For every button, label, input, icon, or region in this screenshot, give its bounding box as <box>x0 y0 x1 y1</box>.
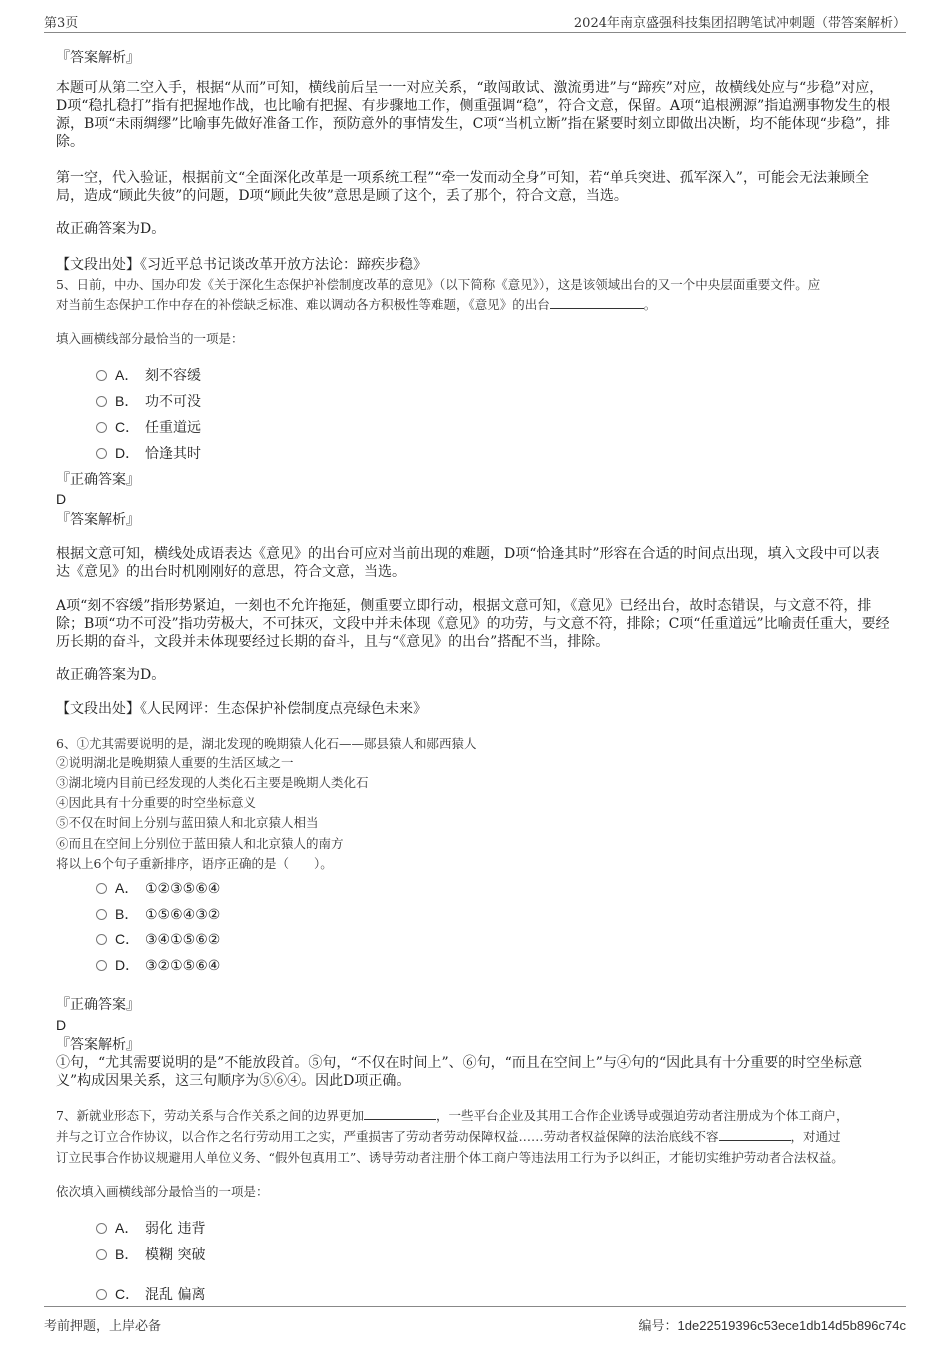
option-letter: C． <box>115 931 140 947</box>
q5-analysis-para1: 根据文意可知，横线处成语表达《意见》的出台可应对当前出现的难题，D项“恰逢其时”形容在合适的时间点出现，填入文段中可以表达《意见》的出台时机刚刚好的意思，符合文意，当选。 <box>56 546 880 580</box>
q6-answer: D <box>56 1017 67 1033</box>
q6-answer-label: 『正确答案』 <box>56 997 140 1013</box>
radio-button[interactable] <box>96 960 107 971</box>
option-text: ①⑤⑥④③② <box>145 907 221 923</box>
option-letter: B． <box>115 906 139 922</box>
q7-line2-text-b: ，对通过 <box>790 1129 841 1144</box>
q7-line3: 订立民事合作协议规避用人单位义务、“假外包真用工”、诱导劳动者注册个体工商户等违法用工行为予以纠正，才能切实维护劳动者合法权益。 <box>56 1150 844 1165</box>
q5-blank <box>550 296 644 309</box>
radio-button[interactable] <box>96 934 107 945</box>
q6-option-d[interactable] <box>96 956 220 975</box>
q6-line: ④因此具有十分重要的时空坐标意义 <box>56 795 257 810</box>
option-text: 模糊 突破 <box>145 1247 206 1263</box>
radio-button[interactable] <box>96 396 107 407</box>
code-label: 编号： <box>638 1319 678 1334</box>
q4-analysis-label: 『答案解析』 <box>56 50 140 66</box>
q7-line1-text: 7、新就业形态下，劳动关系与合作关系之间的边界更加 <box>56 1108 364 1123</box>
page-footer <box>44 1306 906 1334</box>
q6-analysis-label: 『答案解析』 <box>56 1037 140 1053</box>
option-letter: A． <box>115 1220 139 1236</box>
radio-button[interactable] <box>96 909 107 920</box>
q7-line2 <box>56 1128 841 1146</box>
q5-analysis-para2: A项“刻不容缓”指形势紧迫，一刻也不允许拖延，侧重要立即行动，根据文意可知，《意见》已经出台，故时态错误，与文意不符，排除；B项“功不可没”指功劳极大，不可抹灭，文段中并未体现《意见》的功劳，与文意不符，排除；C项“任重道远”比喻责任重大，要经历长期的奋斗，文段并未体现要经过长期的奋斗，且与“《意见》的出台”搭配不当，排除。 <box>56 598 890 650</box>
code-value: 1de22519396c53ece1db14d5b896c74c <box>677 1318 906 1333</box>
option-letter: A． <box>115 880 139 896</box>
option-text: 混乱 偏离 <box>145 1287 206 1303</box>
q6-line: 6、①尤其需要说明的是，湖北发现的晚期猿人化石——郧县猿人和郧西猿人 <box>56 736 477 751</box>
q6-line: ③湖北境内目前已经发现的人类化石主要是晚期人类化石 <box>56 775 369 790</box>
option-letter: C． <box>115 419 140 435</box>
q4-analysis-para1: 本题可从第二空入手，根据“从而”可知，横线前后呈一一对应关系，“敢闯敢试、激流勇进”与“蹄疾”对应，故横线处应与“步稳”对应，D项“稳扎稳打”指有把握地作战，也比喻有把握、有步骤地工作，侧重强调“稳”，符合文意，保留。A项“追根溯源”指追溯事物发生的根源，B项“未雨绸缪”比喻事先做好准备工作，预防意外的事情发生，C项“当机立断”指在紧要时刻立即做出决断，均不能体现“步稳”，排除。 <box>56 80 891 150</box>
q5-source: 【文段出处】《人民网评：生态保护补偿制度点亮绿色未来》 <box>56 701 427 717</box>
q5-stem-line2 <box>56 296 656 314</box>
page-number: 第3页 <box>44 16 79 31</box>
option-text: ③④①⑤⑥② <box>145 932 221 948</box>
q5-option-c[interactable] <box>96 418 201 437</box>
document-code <box>639 1315 906 1334</box>
option-text: 任重道远 <box>145 420 201 436</box>
option-text: 功不可没 <box>145 394 201 410</box>
option-text: 恰逢其时 <box>145 446 201 462</box>
q5-answer-label: 『正确答案』 <box>56 472 140 488</box>
option-letter: B． <box>115 393 139 409</box>
radio-button[interactable] <box>96 883 107 894</box>
document-title: 2024年南京盛强科技集团招聘笔试冲刺题（带答案解析） <box>573 16 906 31</box>
q5-conclusion: 故正确答案为D。 <box>56 667 166 683</box>
option-text: 刻不容缓 <box>145 368 201 384</box>
q5-stem-line1: 5、日前，中办、国办印发《关于深化生态保护补偿制度改革的意见》（以下简称《意见》），这是该领域出台的又一个中央层面重要文件。应 <box>56 277 821 292</box>
q7-option-a[interactable] <box>96 1219 205 1238</box>
q7-blank-2 <box>719 1128 791 1141</box>
option-letter: C． <box>115 1286 140 1302</box>
q5-option-d[interactable] <box>96 444 201 463</box>
option-letter: A． <box>115 367 139 383</box>
q6-line: ⑤不仅在时间上分别与蓝田猿人和北京猿人相当 <box>56 815 319 830</box>
radio-button[interactable] <box>96 1289 107 1300</box>
q7-line1 <box>56 1107 848 1125</box>
radio-button[interactable] <box>96 1249 107 1260</box>
option-letter: D． <box>115 445 140 461</box>
q4-source: 【文段出处】《习近平总书记谈改革开放方法论：蹄疾步稳》 <box>56 257 427 273</box>
q6-option-b[interactable] <box>96 905 220 924</box>
q5-analysis-label: 『答案解析』 <box>56 512 140 528</box>
q5-answer: D <box>56 491 67 507</box>
radio-button[interactable] <box>96 1223 107 1234</box>
q6-option-c[interactable] <box>96 930 220 949</box>
option-text: 弱化 违背 <box>145 1221 206 1237</box>
footer-slogan: 考前押题，上岸必备 <box>44 1319 162 1334</box>
page-header <box>44 10 906 33</box>
option-text: ①②③⑤⑥④ <box>145 881 221 897</box>
q6-line: ②说明湖北是晚期猿人重要的生活区域之一 <box>56 755 294 770</box>
option-letter: B． <box>115 1246 139 1262</box>
radio-button[interactable] <box>96 422 107 433</box>
q7-blank-1 <box>364 1107 436 1120</box>
q6-option-a[interactable] <box>96 879 220 898</box>
q5-option-a[interactable] <box>96 366 201 385</box>
q7-option-b[interactable] <box>96 1245 205 1264</box>
q5-stem-end: 。 <box>643 297 657 312</box>
q6-analysis: ①句，“尤其需要说明的是”不能放段首。⑤句，“不仅在时间上”、⑥句，“而且在空间上”与④句的“因此具有十分重要的时空坐标意义”构成因果关系，这三句顺序为⑤⑥④。因此D项正确。 <box>56 1055 863 1089</box>
radio-button[interactable] <box>96 448 107 459</box>
q7-option-c[interactable] <box>96 1285 205 1304</box>
q6-question: 将以上6个句子重新排序，语序正确的是（ ）。 <box>56 856 333 871</box>
q7-line1-text-b: ，一些平台企业及其用工合作企业诱导或强迫劳动者注册成为个体工商户， <box>435 1108 849 1123</box>
option-letter: D． <box>115 957 140 973</box>
q5-option-b[interactable] <box>96 392 201 411</box>
q6-line: ⑥而且在空间上分别位于蓝田猿人和北京猿人的南方 <box>56 836 344 851</box>
radio-button[interactable] <box>96 370 107 381</box>
q4-analysis-para2: 第一空，代入验证，根据前文“全面深化改革是一项系统工程”“牵一发而动全身”可知，若“单兵突进、孤军深入”，可能会无法兼顾全局，造成“顾此失彼”的问题，D项“顾此失彼”意思是顾了这个，丢了那个，符合文意，当选。 <box>56 170 869 204</box>
q7-instruction: 依次填入画横线部分最恰当的一项是： <box>56 1184 269 1199</box>
q5-instruction: 填入画横线部分最恰当的一项是： <box>56 331 244 346</box>
q4-conclusion: 故正确答案为D。 <box>56 221 166 237</box>
q5-stem-text: 对当前生态保护工作中存在的补偿缺乏标准、难以调动各方积极性等难题，《意见》的出台 <box>56 297 550 312</box>
option-text: ③②①⑤⑥④ <box>145 958 221 974</box>
q7-line2-text: 并与之订立合作协议，以合作之名行劳动用工之实，严重损害了劳动者劳动保障权益……劳动者权益保障的法治底线不容 <box>56 1129 719 1144</box>
